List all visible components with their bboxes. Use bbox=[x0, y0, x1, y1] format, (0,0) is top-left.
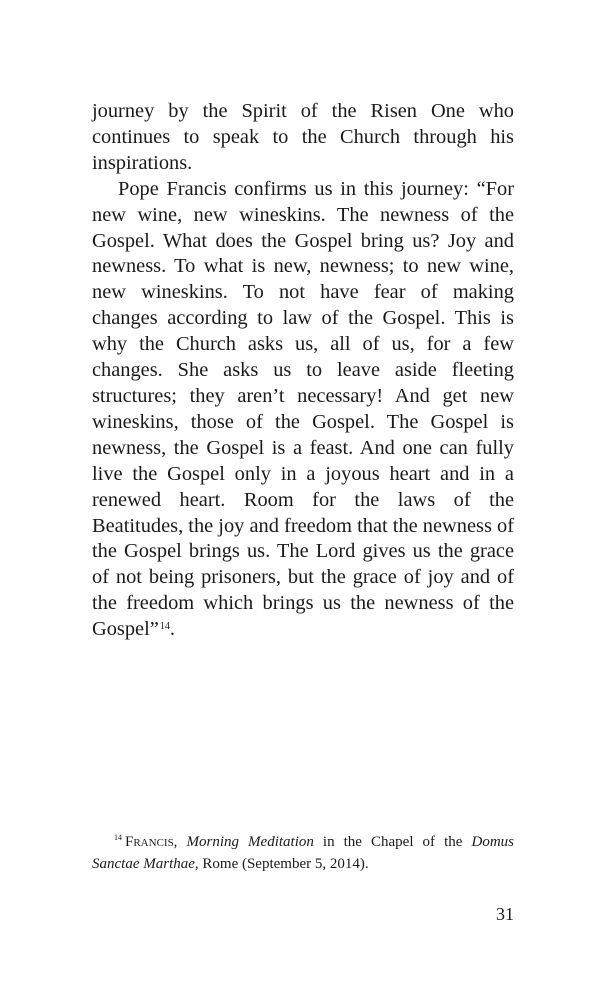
footnote bbox=[92, 831, 514, 875]
footnote-place: Domus Sanctae Marthae, bbox=[92, 834, 514, 872]
paragraph-2-text: Pope Francis confirms us in this journey: “For new wine, new wineskins. The newness of the Gospel. What does the Gospel bring us? Joy and newness. To what is new, newness; to new wine, new wineskins. To not have fear of making changes according to law of the Gospel. This is why the Church asks us, all of us, for a few changes. She asks us to leave aside fleeting structures; they aren’t necessary! And get new wineskins, those of the Gospel. The Gospel is newness, the Gospel is a feast. And one can fully live the Gospel only in a joyous heart and in a renewed heart. Room for the laws of the Beatitudes, the joy and freedom that the newness of the Gospel brings us. The Lord gives us the grace of not being prisoners, but the grace of joy and of the freedom which brings us the newness of the Gospel” bbox=[92, 177, 514, 641]
paragraph-continuation bbox=[92, 99, 514, 177]
paragraph-quote bbox=[92, 177, 514, 643]
footnote-reference-period: . bbox=[169, 618, 175, 641]
main-text bbox=[92, 99, 514, 643]
footnote-author: Francis, bbox=[125, 834, 178, 850]
paragraph-1-text: journey by the Spirit of the Risen One who continues to speak to the Church through his inspirations. bbox=[92, 100, 514, 174]
footnote-reference[interactable]: 14 bbox=[159, 621, 170, 633]
footnote-title: Morning Meditation bbox=[186, 834, 314, 850]
page-number: 31 bbox=[496, 904, 514, 924]
footnote-text-2: Rome (September 5, 2014). bbox=[198, 856, 369, 872]
footnote-number: 14 bbox=[114, 833, 122, 842]
footnote-text-1: in the Chapel of the bbox=[313, 834, 472, 850]
